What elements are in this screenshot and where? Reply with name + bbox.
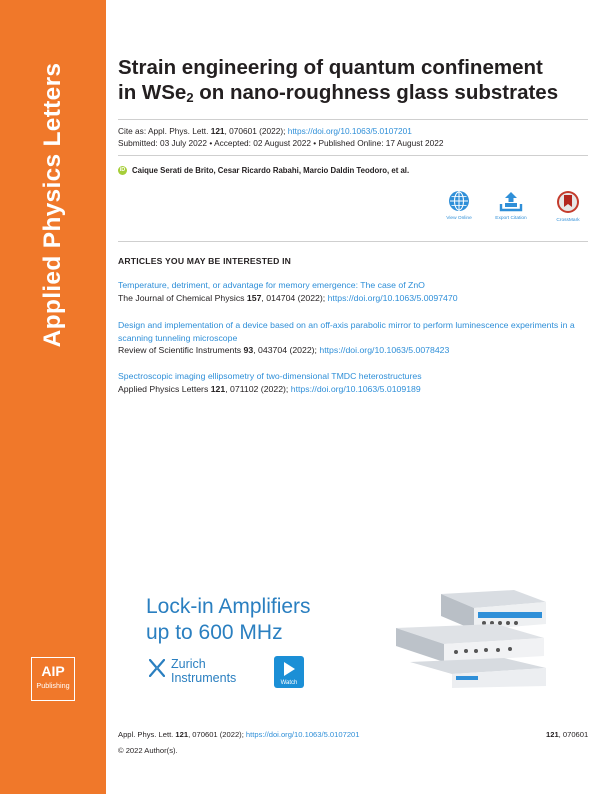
related-article-title[interactable]: Temperature, detriment, or advantage for memory emergence: The case of ZnO	[118, 280, 425, 290]
related-article-item	[118, 279, 588, 304]
view-online-button[interactable]	[439, 190, 479, 221]
related-article-volume: 157	[246, 292, 262, 303]
ad-headline-line-2: up to 600 MHz	[146, 621, 283, 644]
orcid-icon[interactable]: iD	[119, 167, 126, 173]
related-article-rest: , 043704 (2022);	[253, 345, 320, 355]
crossmark-icon	[556, 190, 580, 214]
related-article-volume: 121	[210, 383, 226, 394]
copyright-notice: © 2022 Author(s).	[118, 746, 178, 755]
related-article-journal: Review of Scientific Instruments	[118, 345, 244, 355]
citation-doi-link[interactable]: https://doi.org/10.1063/5.0107201	[287, 126, 412, 136]
related-article-journal: The Journal of Chemical Physics	[118, 292, 247, 303]
related-article-title[interactable]: Spectroscopic imaging ellipsometry of two-dimensional TMDC heterostructures	[118, 371, 422, 381]
footer-doi-link[interactable]: https://doi.org/10.1063/5.0107201	[245, 730, 360, 739]
journal-sidebar	[0, 0, 106, 794]
citation-rest: , 070601 (2022);	[224, 126, 288, 136]
watch-video-button[interactable]	[274, 656, 304, 688]
title-subscript: 2	[186, 90, 194, 105]
related-article-item	[118, 319, 588, 357]
export-citation-label: Export Citation	[495, 216, 527, 221]
related-article-journal: Applied Physics Letters	[118, 383, 211, 394]
title-line-2-pre: in WSe	[118, 81, 187, 104]
logo-main-text: AIP	[41, 663, 65, 679]
ad-headline-line-1: Lock-in Amplifiers	[146, 595, 311, 618]
title-line-2	[118, 80, 588, 105]
related-articles-heading: ARTICLES YOU MAY BE INTERESTED IN	[118, 256, 292, 266]
author-line	[118, 166, 409, 175]
citation-line	[118, 126, 412, 136]
footer-page-volume: 121	[546, 730, 559, 739]
globe-icon	[448, 190, 470, 212]
ad-headline	[146, 594, 311, 646]
publication-dates: Submitted: 03 July 2022 • Accepted: 02 August 2022 • Published Online: 17 August 2022	[118, 138, 444, 148]
crossmark-button[interactable]	[548, 190, 588, 223]
footer-cite-volume: 121	[175, 730, 189, 739]
crossmark-label: CrossMark	[556, 218, 580, 223]
zurich-instruments-brand	[171, 657, 236, 685]
lock-in-amplifier-illustration	[386, 588, 548, 688]
export-citation-button[interactable]	[491, 190, 531, 221]
related-article-title[interactable]: Design and implementation of a device based on an off-axis parabolic mirror to perform luminescence experiments in a scanning tunneling microscope	[118, 320, 575, 343]
authors-list[interactable]: Caique Serati de Brito, Cesar Ricardo Rabahi, Marcio Daldin Teodoro, et al.	[132, 166, 410, 175]
export-icon	[499, 190, 523, 212]
article-title	[118, 55, 588, 105]
related-article-rest: , 071102 (2022);	[225, 383, 291, 394]
related-article-doi-link[interactable]: https://doi.org/10.1063/5.0097470	[327, 292, 458, 303]
brand-line-2: Instruments	[171, 671, 237, 685]
citation-label: Cite as: Appl. Phys. Lett.	[118, 126, 211, 136]
related-article-volume: 93	[243, 345, 254, 355]
related-article-doi-link[interactable]: https://doi.org/10.1063/5.0078423	[319, 345, 450, 355]
logo-sub-text: Publishing	[36, 681, 70, 690]
journal-name: Applied Physics Letters	[39, 62, 66, 348]
related-article-citation	[118, 383, 588, 396]
meta-divider	[118, 155, 588, 156]
title-line-1: Strain engineering of quantum confinement	[118, 56, 543, 79]
related-article-citation	[118, 292, 588, 305]
section-divider	[118, 241, 588, 242]
footer-page-number: , 070601	[558, 730, 589, 739]
related-article-rest: , 014704 (2022);	[261, 292, 328, 303]
related-article-doi-link[interactable]: https://doi.org/10.1063/5.0109189	[290, 383, 421, 394]
title-divider	[118, 119, 588, 120]
play-icon	[284, 662, 295, 676]
related-article-citation	[118, 344, 588, 357]
title-line-2-post: on nano-roughness glass substrates	[193, 81, 559, 104]
view-online-label: View Online	[446, 216, 472, 221]
footer-citation	[118, 730, 360, 739]
advertisement-banner[interactable]	[124, 586, 548, 690]
footer-page-id	[546, 730, 588, 739]
footer-cite-journal: Appl. Phys. Lett.	[118, 730, 176, 739]
footer-cite-rest: , 070601 (2022);	[188, 730, 246, 739]
brand-line-1: Zurich	[171, 657, 206, 671]
citation-volume: 121	[210, 126, 225, 136]
watch-label: Watch	[280, 680, 298, 686]
related-article-item	[118, 370, 588, 395]
zurich-instruments-logo-icon	[149, 659, 165, 677]
aip-publishing-logo[interactable]	[31, 657, 75, 701]
